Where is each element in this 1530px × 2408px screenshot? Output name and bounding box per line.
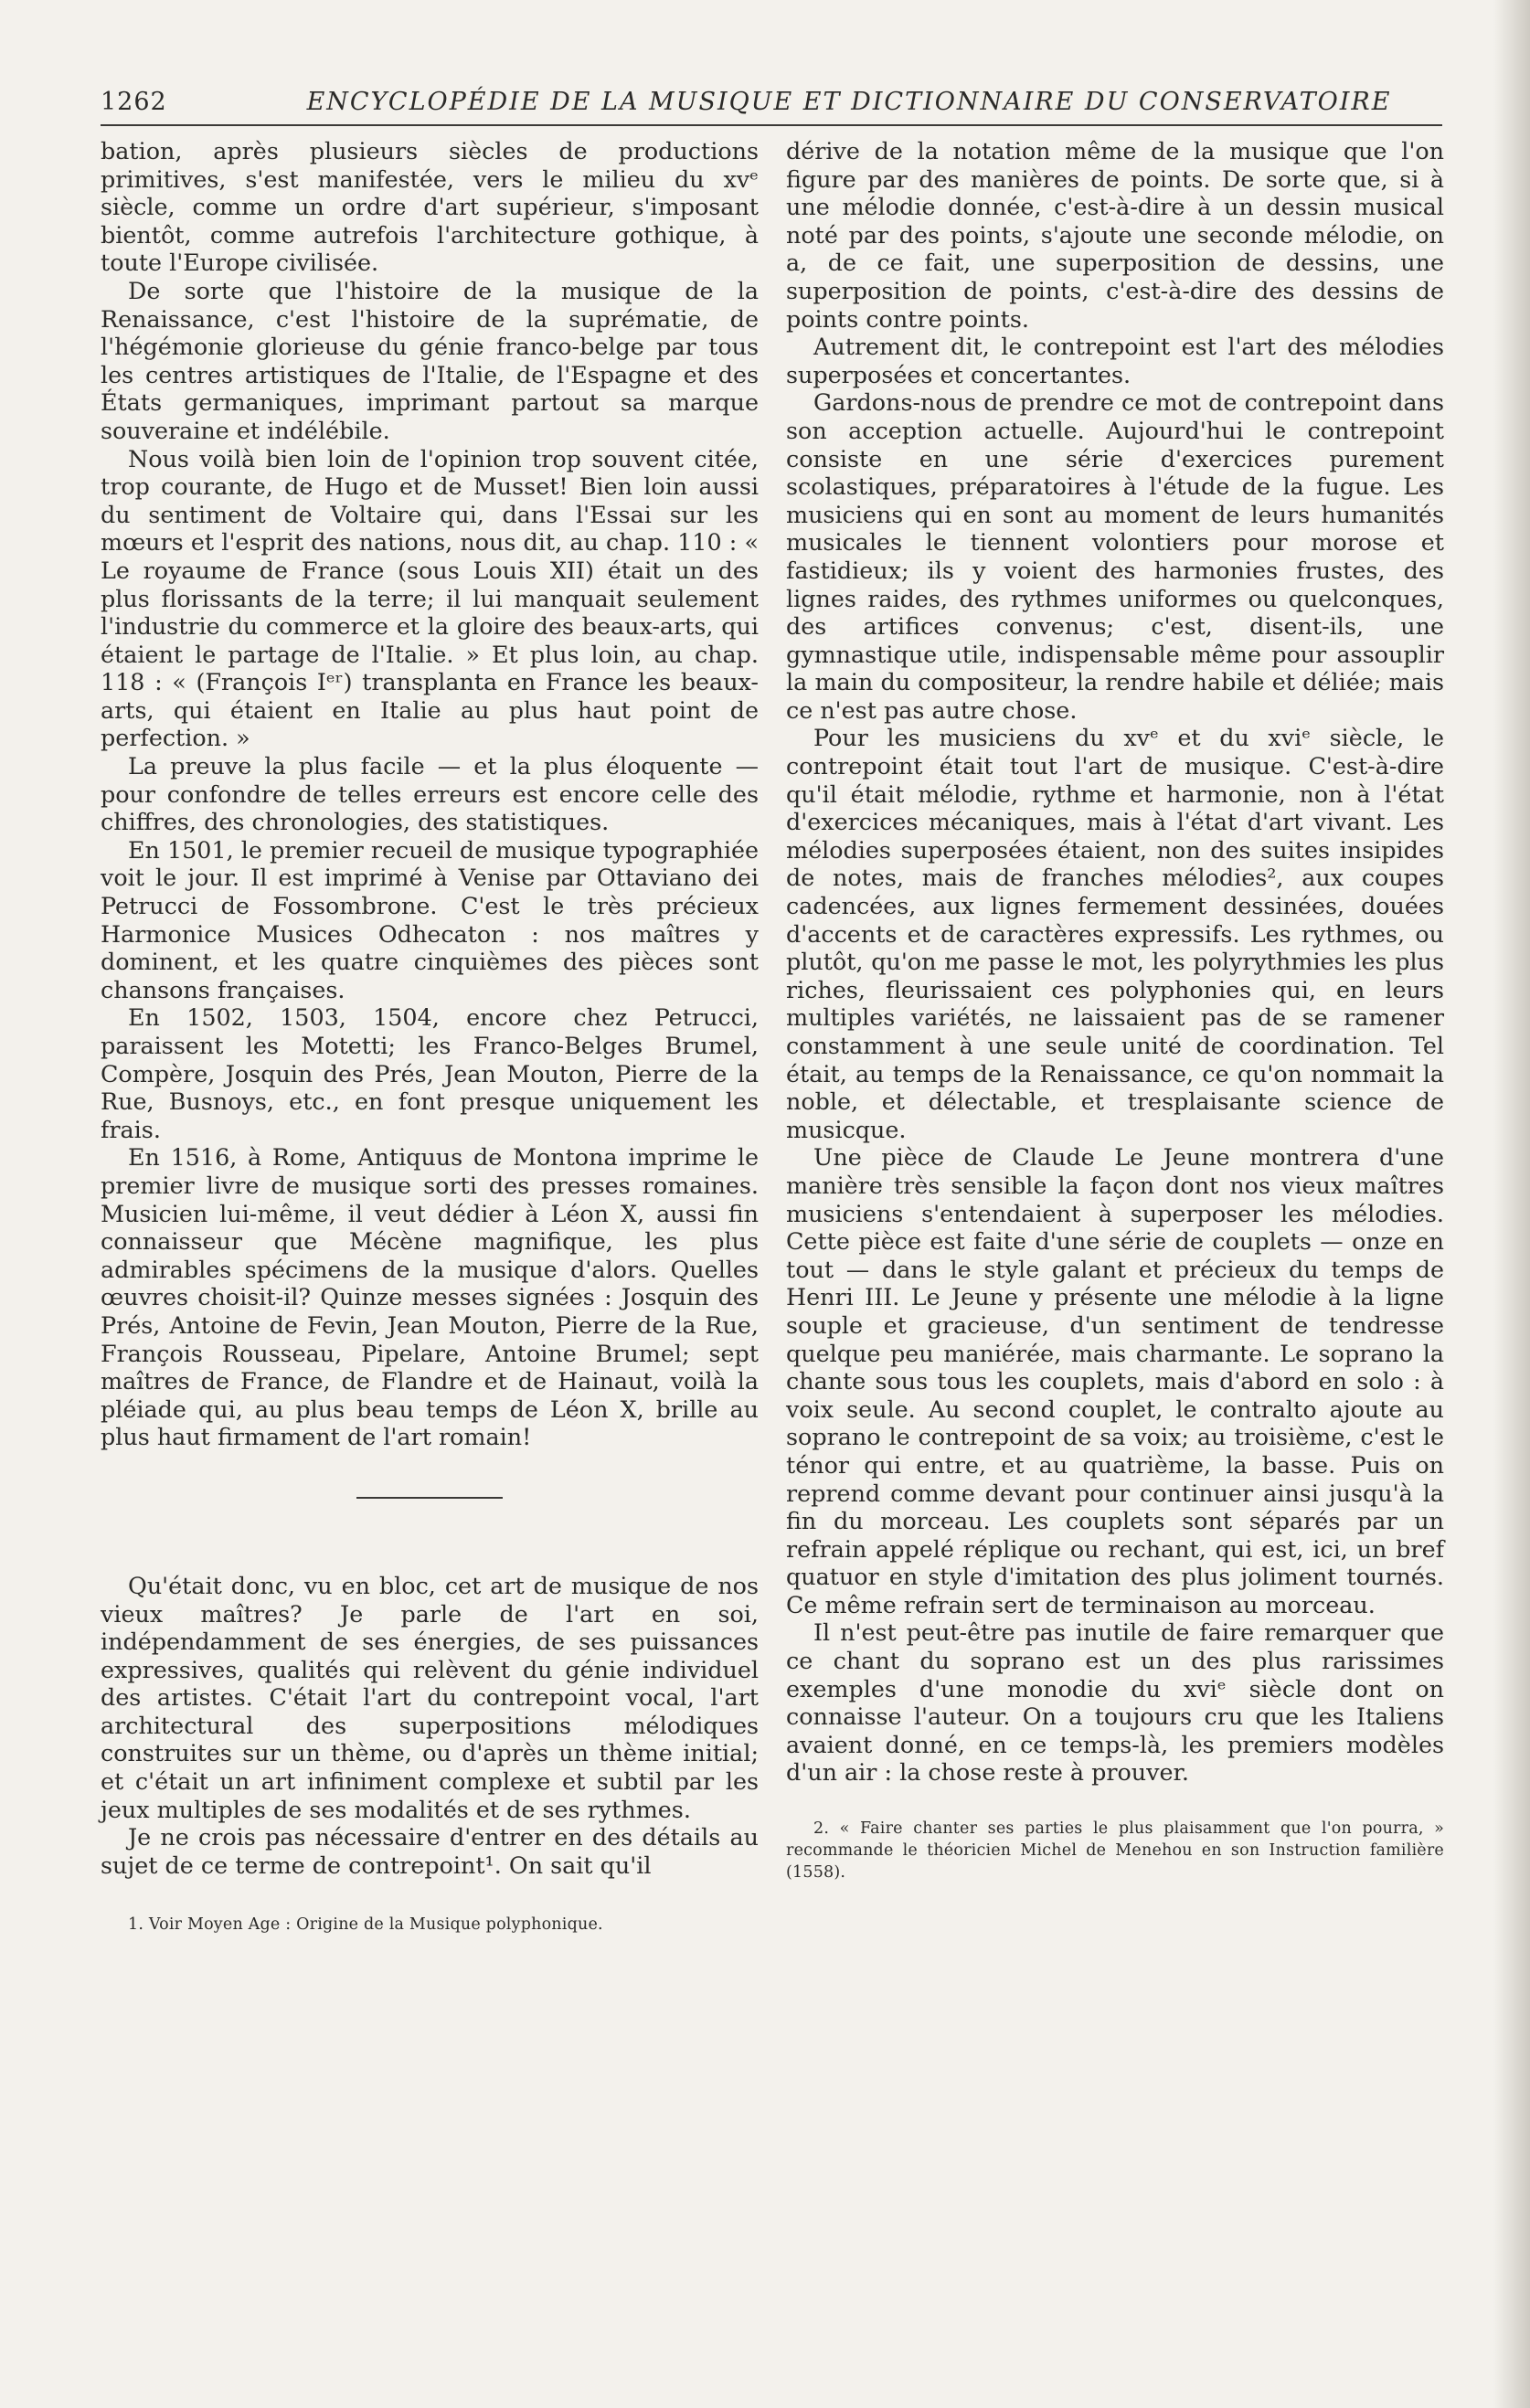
footnote: 2. « Faire chanter ses parties le plus plaisamment que l'on pourra, » recommande le théoricien Michel de Menehou en son Instruction familière (1558). — [786, 1819, 1444, 1883]
paragraph: Gardons-nous de prendre ce mot de contrepoint dans son acception actuelle. Aujourd'hui le contrepoint consiste en une série d'exercices purement scolastiques, préparatoires à l'étude de la fugue. Les musiciens qui en sont au moment de leurs humanités musicales le tiennent volontiers pour morose et fastidieux; ils y voient des harmonies frustes, des lignes raides, des rythmes uniformes ou quelconques, des artifices convenus; c'est, disent-ils, une gymnastique utile, indispensable même pour assouplir la main du compositeur, la rendre habile et déliée; mais ce n'est pas autre chose. — [786, 388, 1444, 724]
page-header — [101, 88, 1442, 126]
paragraph: bation, après plusieurs siècles de productions primitives, s'est manifestée, vers le milieu du xvᵉ siècle, comme un ordre d'art supérieur, s'imposant bientôt, comme autrefois l'architecture gothique, à toute l'Europe civilisée. — [101, 137, 759, 277]
paragraph: dérive de la notation même de la musique que l'on figure par des manières de points. De sorte que, si à une mélodie donnée, c'est-à-dire à un dessin musical noté par des points, s'ajoute une seconde mélodie, on a, de ce fait, une superposition de dessins, une superposition de points, c'est-à-dire des dessins de points contre points. — [786, 137, 1444, 333]
paragraph: En 1502, 1503, 1504, encore chez Petrucci, paraissent les Motetti; les Franco-Belges Brumel, Compère, Josquin des Prés, Jean Mouton, Pierre de la Rue, Busnoys, etc., en font presque uniquement les frais. — [101, 1003, 759, 1143]
footnote: 1. Voir Moyen Age : Origine de la Musique polyphonique. — [128, 1915, 603, 1935]
page-number: 1262 — [101, 88, 167, 116]
paragraph: Qu'était donc, vu en bloc, cet art de musique de nos vieux maîtres? Je parle de l'art en soi, indépendamment de ses énergies, de ses puissances expressives, qualités qui relèvent du génie individuel des artistes. C'était l'art du contrepoint vocal, l'art architectural des superpositions mélodiques construites sur un thème, ou d'après un thème initial; et c'était un art infiniment complexe et subtil par les jeux multiples de ses modalités et de ses rythmes. — [101, 1571, 759, 1823]
paragraph: Je ne crois pas nécessaire d'entrer en des détails au sujet de ce terme de contrepoint¹. On sait qu'il — [101, 1823, 759, 1879]
left-column — [101, 137, 759, 1936]
paragraph: Nous voilà bien loin de l'opinion trop souvent citée, trop courante, de Hugo et de Musset! Bien loin aussi du sentiment de Voltaire qui, dans l'Essai sur les mœurs et l'esprit des nations, nous dit, au chap. 110 : « Le royaume de France (sous Louis XII) était un des plus florissants de la terre; il lui manquait seulement l'industrie du commerce et la gloire des beaux-arts, qui étaient le partage de l'Italie. » Et plus loin, au chap. 118 : « (François Iᵉʳ) transplanta en France les beaux-arts, qui étaient en Italie au plus haut point de perfection. » — [101, 444, 759, 752]
section-divider — [356, 1497, 503, 1499]
paragraph: En 1516, à Rome, Antiquus de Montona imprime le premier livre de musique sorti des presses romaines. Musicien lui-même, il veut dédier à Léon X, aussi fin connaisseur que Mécène magnifique, les plus admirables spécimens de la musique d'alors. Quelles œuvres choisit-il? Quinze messes signées : Josquin des Prés, Antoine de Fevin, Jean Mouton, Pierre de la Rue, François Rousseau, Pipelare, Antoine Brumel; sept maîtres de France, de Flandre et de Hainaut, voilà la pléiade qui, au plus beau temps de Léon X, brille au plus haut firmament de l'art romain! — [101, 1143, 759, 1451]
paragraph: Une pièce de Claude Le Jeune montrera d'une manière très sensible la façon dont nos vieux maîtres musiciens s'entendaient à superposer les mélodies. Cette pièce est faite d'une série de couplets — onze en tout — dans le style galant et précieux du temps de Henri III. Le Jeune y présente une mélodie à la ligne souple et gracieuse, d'un sentiment de tendresse quelque peu maniérée, mais charmante. Le soprano la chante sous tous les couplets, mais d'abord en solo : à voix seule. Au second couplet, le contralto ajoute au soprano le contrepoint de sa voix; au troisième, c'est le ténor qui entre, et au quatrième, la basse. Puis on reprend comme devant pour continuer ainsi jusqu'à la fin du morceau. Les couplets sont séparés par un refrain appelé réplique ou rechant, qui est, ici, un bref quatuor en style d'imitation des plus joliment tournés. Ce même refrain sert de terminaison au morceau. — [786, 1143, 1444, 1618]
paragraph: La preuve la plus facile — et la plus éloquente — pour confondre de telles erreurs est encore celle des chiffres, des chronologies, des statistiques. — [101, 752, 759, 836]
running-title: ENCYCLOPÉDIE DE LA MUSIQUE ET DICTIONNAIRE DU CONSERVATOIRE — [306, 88, 1392, 116]
paragraph: Autrement dit, le contrepoint est l'art des mélodies superposées et concertantes. — [786, 333, 1444, 388]
paragraph: Il n'est peut-être pas inutile de faire remarquer que ce chant du soprano est un des plus rarissimes exemples d'une monodie du xviᵉ siècle dont on connaisse l'auteur. On a toujours cru que les Italiens avaient donné, en ce temps-là, les premiers modèles d'un air : la chose reste à prouver. — [786, 1618, 1444, 1787]
right-column — [786, 137, 1444, 1883]
paragraph: En 1501, le premier recueil de musique typographiée voit le jour. Il est imprimé à Venise par Ottaviano dei Petrucci de Fossombrone. C'est le très précieux Harmonice Musices Odhecaton : nos maîtres y dominent, et les quatre cinquièmes des pièces sont chansons françaises. — [101, 835, 759, 1003]
page-edge-shadow — [1493, 0, 1530, 2408]
paragraph: Pour les musiciens du xvᵉ et du xviᵉ siècle, le contrepoint était tout l'art de musique. C'est-à-dire qu'il était mélodie, rythme et harmonie, non à l'état d'exercices mécaniques, mais à l'état d'art vivant. Les mélodies superposées étaient, non des suites insipides de notes, mais de franches mélodies², aux coupes cadencées, aux lignes fermement dessinées, douées d'accents et de caractères expressifs. Les rythmes, ou plutôt, qu'on me passe le mot, les polyrythmies les plus riches, fleurissaient ces polyphonies qui, en leurs multiples variétés, ne laissaient pas de se ramener constamment à une seule unité de coordination. Tel était, au temps de la Renaissance, ce qu'on nommait la noble, et délectable, et tresplaisante science de musicque. — [786, 724, 1444, 1143]
paragraph: De sorte que l'histoire de la musique de la Renaissance, c'est l'histoire de la suprématie, de l'hégémonie glorieuse du génie franco-belge par tous les centres artistiques de l'Italie, de l'Espagne et des États germaniques, imprimant partout sa marque souveraine et indélébile. — [101, 276, 759, 444]
